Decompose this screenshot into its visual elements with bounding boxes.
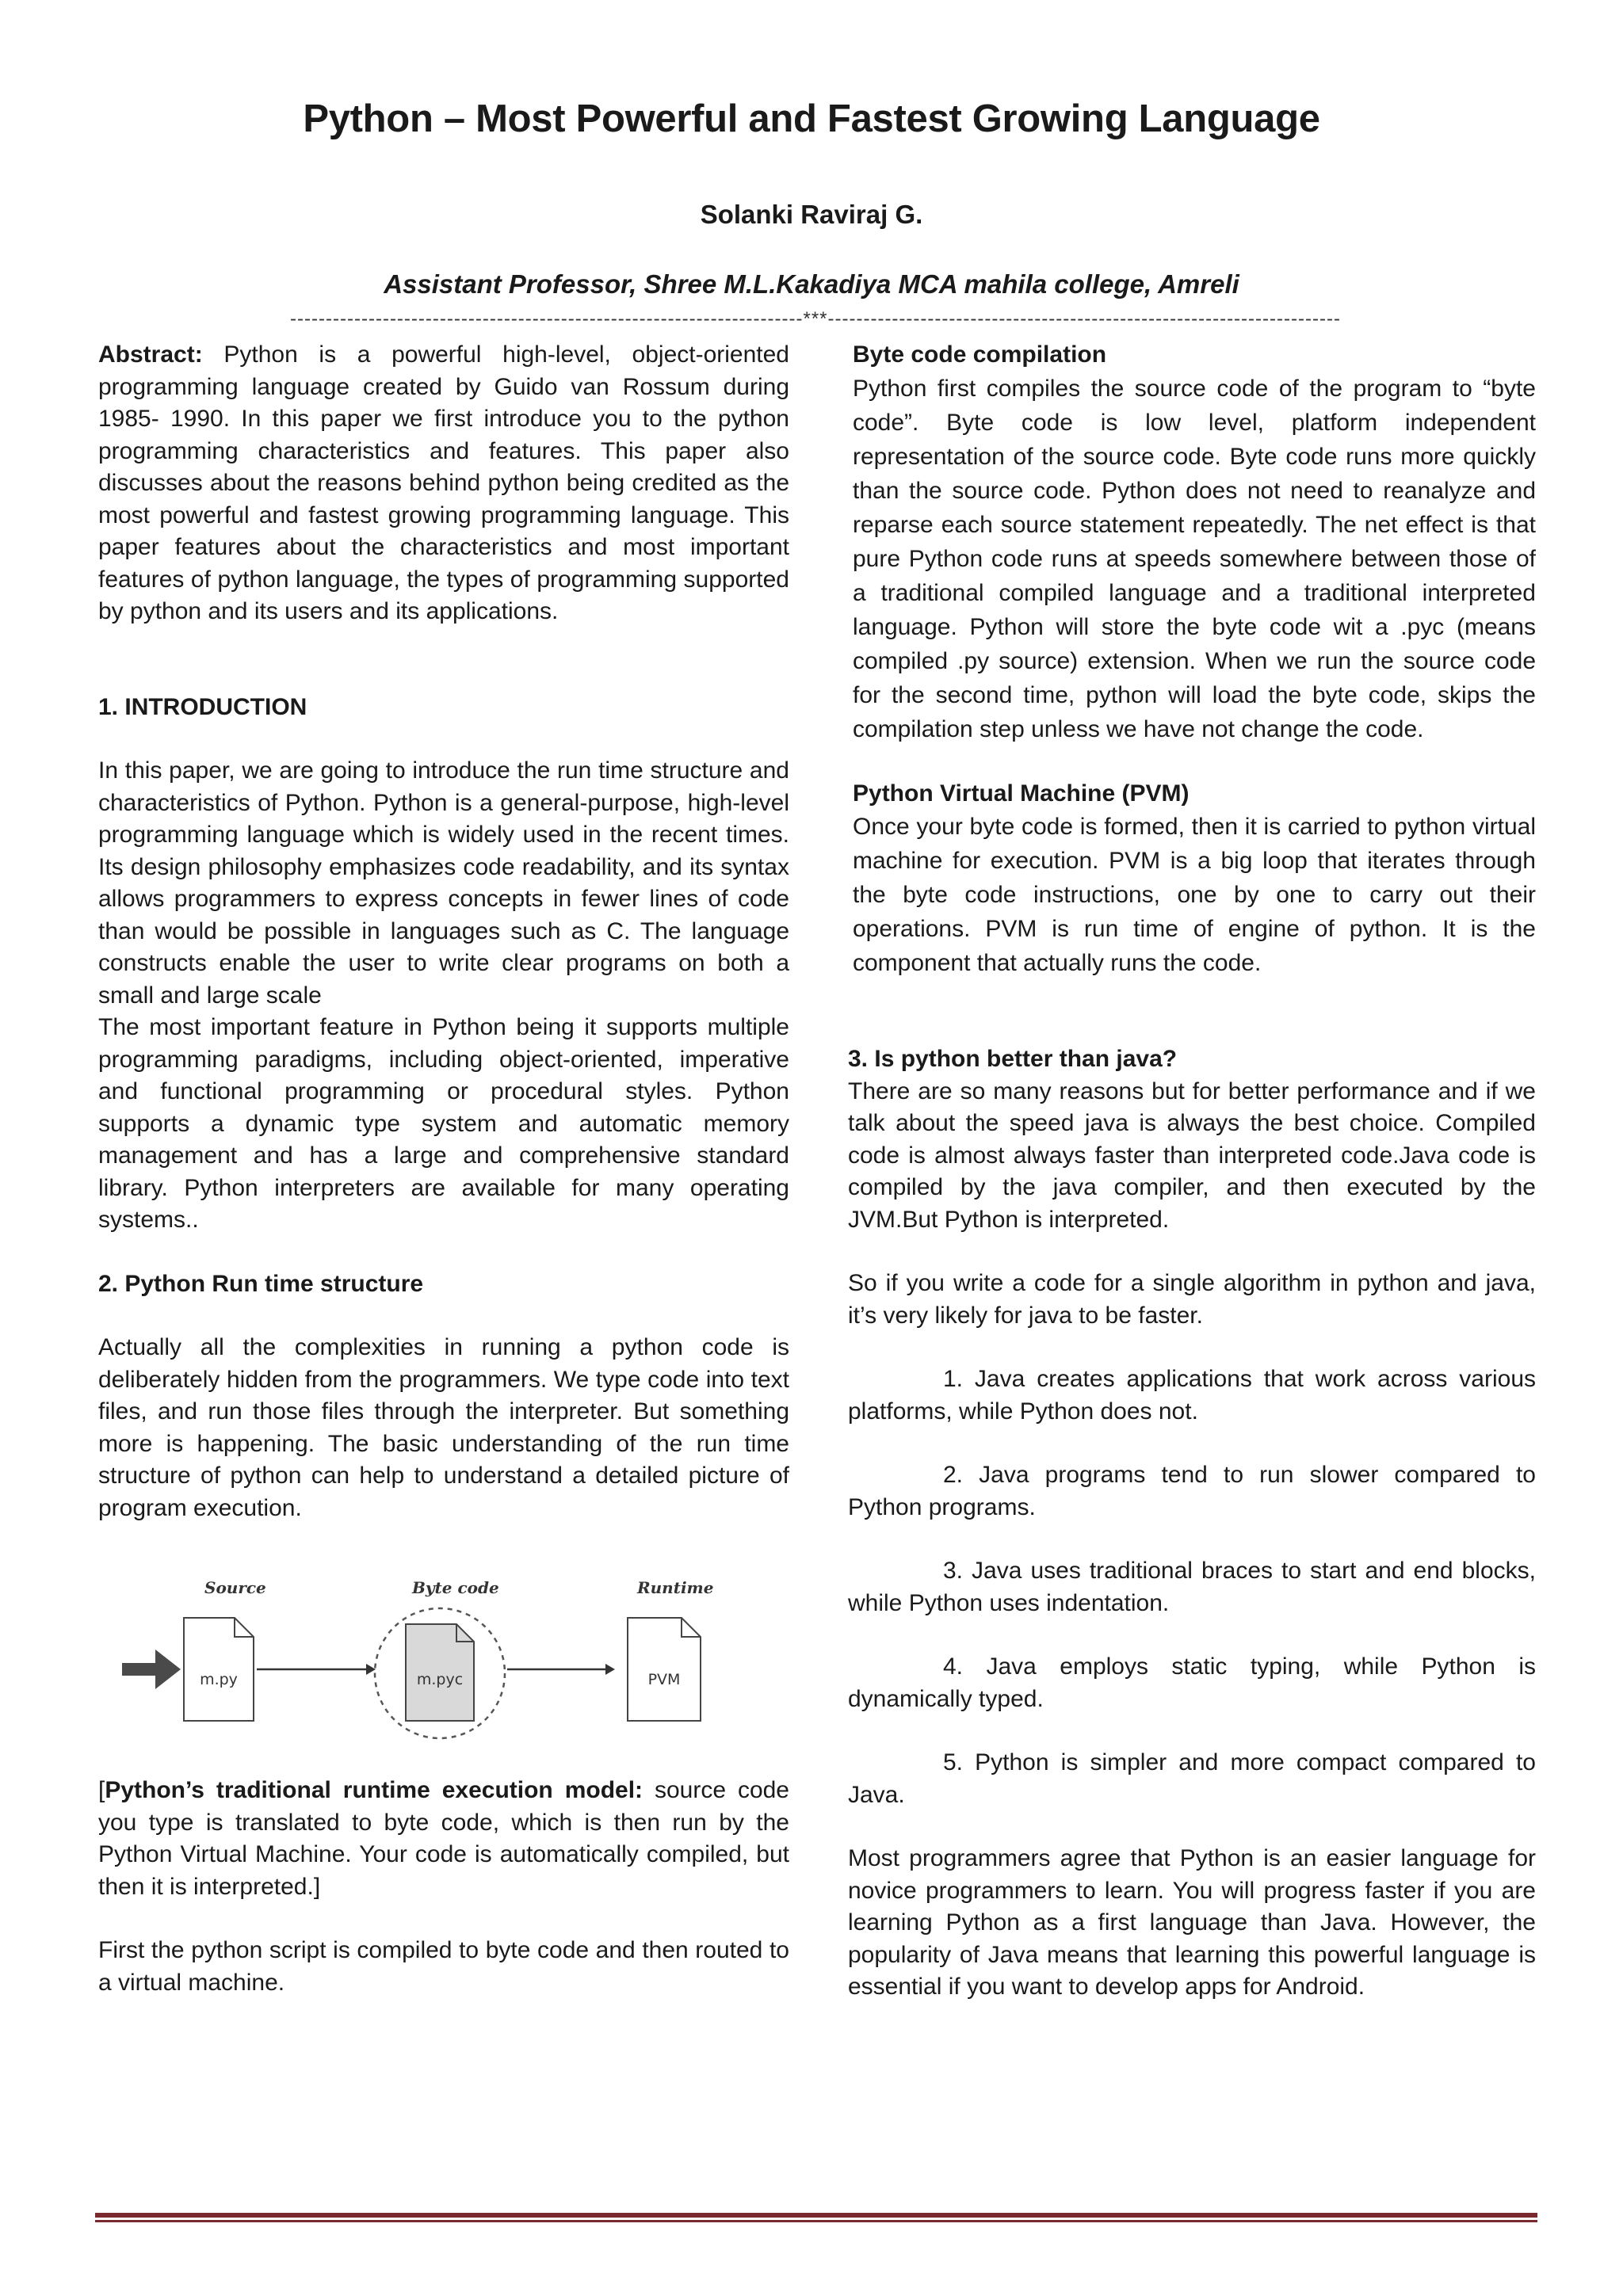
footer-rule-top xyxy=(95,2213,1537,2218)
paper-title: Python – Most Powerful and Fastest Growing Language xyxy=(303,97,1320,140)
java-point-4: 4. Java employs static typing, while Python is dynamically typed. xyxy=(848,1653,1536,1712)
figure-caption: [Python’s traditional runtime execution model: source code you type is translated to byte code, which is then run by the Python Virtual Machine. Your code is automatically compiled, but then it is interpreted.] xyxy=(98,1777,789,1900)
figure-file-bytecode: m.pyc xyxy=(416,1671,464,1688)
header-separator: ------------------------------------------------------------------------***------------------------------------------------------------------------ xyxy=(290,308,1341,330)
runtime-figure xyxy=(98,1539,789,1768)
abstract xyxy=(98,339,789,628)
author-name: Solanki Raviraj G. xyxy=(700,200,923,229)
figure-file-source: m.py xyxy=(200,1671,238,1688)
caption-text: source code you type is translated to byte code, which is then run by the Python Virtual Machine. Your code is automatically compiled, but then it is interpreted.] xyxy=(98,1777,789,1900)
input-arrow-icon xyxy=(122,1650,181,1689)
intro-paragraph-2: The most important feature in Python being it supports multiple programming paradigms, including object-oriented, imperative and functional programming or procedural styles. Python supports a dynamic type system and automatic memory management and has a large and comprehensive standard library. Python interpreters are available for many operating systems.. xyxy=(98,1014,789,1233)
java-point-3: 3. Java uses traditional braces to start and end blocks, while Python uses indentation. xyxy=(848,1558,1536,1616)
runtime-heading: 2. Python Run time structure xyxy=(98,1270,424,1297)
figure-label-source: Source xyxy=(204,1578,266,1597)
intro-heading: 1. INTRODUCTION xyxy=(98,693,307,720)
figure-file-runtime: PVM xyxy=(647,1671,681,1688)
pvm-paragraph: Once your byte code is formed, then it is carried to python virtual machine for execution. PVM is a big loop that iterates through the byte code instructions, one by one to carry out their operations. PVM is run time of engine of python. It is the component that actually runs the code. xyxy=(853,814,1536,976)
footer-rule-bottom xyxy=(95,2220,1537,2222)
runtime-paragraph-1: Actually all the complexities in running a python code is deliberately hidden from the programmers. We type code into text files, and run those files through the interpreter. But something more is happening. The basic understanding of the run time structure of python can help to understand a detailed picture of program execution. xyxy=(98,1334,789,1521)
pvm-heading: Python Virtual Machine (PVM) xyxy=(853,780,1190,807)
java-paragraph-3: Most programmers agree that Python is an easier language for novice programmers to learn. You will progress faster if you are learning Python as a first language than Java. However, the popularity of Java means that learning this powerful language is essential if you want to develop apps for Android. xyxy=(848,1845,1536,2000)
bytecode-paragraph: Python first compiles the source code of the program to “byte code”. Byte code is low level, platform independent representation of the source code. Byte code runs more quickly than the source code. Python does not need to reanalyze and reparse each source statement repeatedly. The net effect is that pure Python code runs at speeds somewhere between those of a traditional compiled language and a traditional interpreted language. Python will store the byte code wit a .pyc (means compiled .py source) extension. When we run the source code for the second time, python will load the byte code, skips the compilation step unless we have not change the code. xyxy=(853,375,1536,742)
java-point-5: 5. Python is simpler and more compact compared to Java. xyxy=(848,1749,1536,1808)
figure-label-bytecode: Byte code xyxy=(412,1578,499,1597)
author-affiliation: Assistant Professor, Shree M.L.Kakadiya MCA mahila college, Amreli xyxy=(384,269,1239,299)
java-paragraph-2: So if you write a code for a single algorithm in python and java, it’s very likely for java to be faster. xyxy=(848,1270,1536,1329)
intro-paragraph-1: In this paper, we are going to introduce the run time structure and characteristics of Python. Python is a general-purpose, high-level programming language which is widely used in the recent times. Its design philosophy emphasizes code readability, and its syntax allows programmers to express concepts in fewer lines of code than would be possible in languages such as C. The language constructs enable the user to write clear programs on both a small and large scale xyxy=(98,757,789,1009)
bytecode-heading: Byte code compilation xyxy=(853,341,1107,368)
abstract-text: Python is a powerful high-level, object-oriented programming language created by Guido van Rossum during 1985- 1990. In this paper we first introduce you to the python programming characteristics and features. This paper also discusses about the reasons behind python being credited as the most powerful and fastest growing programming language. This paper features about the characteristics and most important features of python language, the types of programming supported by python and its users and its applications. xyxy=(98,341,789,624)
caption-bold: Python’s traditional runtime execution model: xyxy=(105,1777,643,1803)
figure-label-runtime: Runtime xyxy=(637,1578,714,1597)
abstract-label: Abstract: xyxy=(98,341,203,368)
java-point-2: 2. Java programs tend to run slower compared to Python programs. xyxy=(848,1462,1536,1520)
right-column xyxy=(848,339,1536,2004)
java-paragraph-1: There are so many reasons but for better performance and if we talk about the speed java is always the best choice. Compiled code is almost always faster than interpreted code.Java code is compiled by the java compiler, and then executed by the JVM.But Python is interpreted. xyxy=(848,1077,1536,1233)
left-column xyxy=(98,339,789,1999)
java-point-1: 1. Java creates applications that work across various platforms, while Python does not. xyxy=(848,1366,1536,1425)
runtime-paragraph-2: First the python script is compiled to byte code and then routed to a virtual machine. xyxy=(98,1937,789,1996)
java-heading: 3. Is python better than java? xyxy=(848,1046,1178,1072)
